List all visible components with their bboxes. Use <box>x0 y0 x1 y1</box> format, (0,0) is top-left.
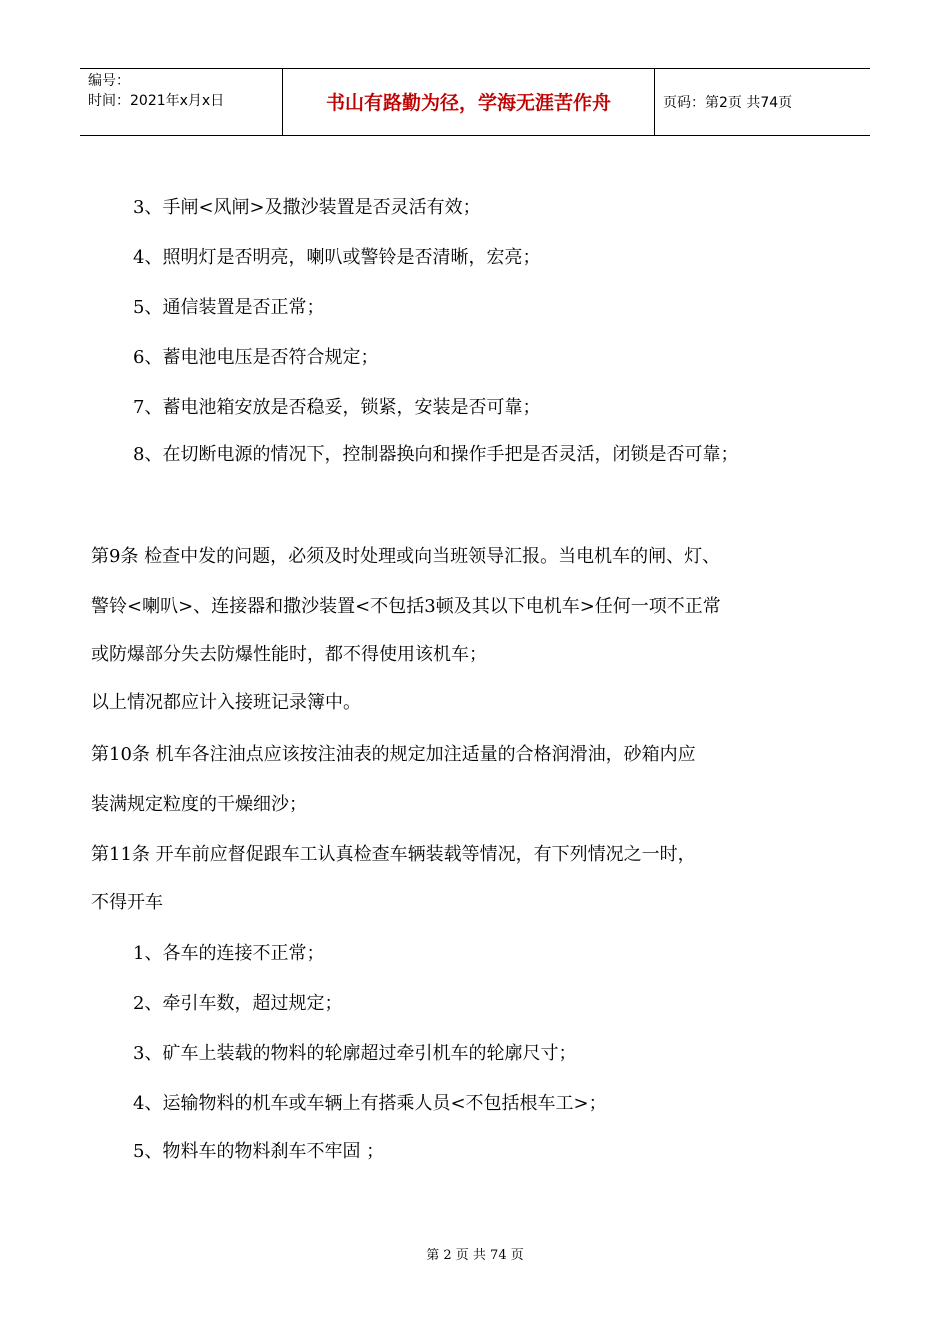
text-line: 装满规定粒度的干燥细沙； <box>91 794 307 815</box>
text-line: 3、手闸<风闸>及撒沙装置是否灵活有效； <box>133 197 481 218</box>
header-info-cell <box>80 69 283 135</box>
text-line: 第9条 检查中发的问题，必须及时处理或向当班领导汇报。当电机车的闸、灯、 <box>91 546 721 567</box>
text-line: 以上情况都应计入接班记录簿中。 <box>91 692 361 713</box>
text-line: 5、通信装置是否正常； <box>133 297 325 318</box>
text-line: 7、蓄电池箱安放是否稳妥，锁紧，安装是否可靠； <box>133 397 541 418</box>
text-line: 3、矿车上装载的物料的轮廓超过牵引机车的轮廓尺寸； <box>133 1043 577 1064</box>
header-page-info: 页码：第2页 共74页 <box>663 95 793 111</box>
text-line: 6、蓄电池电压是否符合规定； <box>133 347 379 368</box>
text-line: 不得开车 <box>91 892 163 913</box>
text-line: 第10条 机车各注油点应该按注油表的规定加注适量的合格润滑油，砂箱内应 <box>91 744 696 765</box>
doc-number-label: 编号： <box>88 73 130 89</box>
header-motto: 书山有路勤为径，学海无涯苦作舟 <box>283 69 655 135</box>
text-line: 4、照明灯是否明亮，喇叭或警铃是否清晰，宏亮； <box>133 247 541 268</box>
text-line: 2、牵引车数，超过规定； <box>133 993 343 1014</box>
doc-time-label: 时间：2021年x月x日 <box>88 93 225 109</box>
text-line: 4、运输物料的机车或车辆上有搭乘人员<不包括根车工>； <box>133 1093 607 1114</box>
page-footer: 第 2 页 共 74 页 <box>426 1248 524 1263</box>
page-header <box>80 68 870 136</box>
text-line: 或防爆部分失去防爆性能时，都不得使用该机车； <box>91 644 487 665</box>
text-line: 1、各车的连接不正常； <box>133 943 325 964</box>
text-line: 第11条 开车前应督促跟车工认真检查车辆装载等情况，有下列情况之一时， <box>91 844 696 865</box>
text-line: 8、在切断电源的情况下，控制器换向和操作手把是否灵活，闭锁是否可靠； <box>133 444 739 465</box>
text-line: 警铃<喇叭>、连接器和撒沙装置<不包括3顿及其以下电机车>任何一项不正常 <box>91 596 721 617</box>
text-line: 5、物料车的物料刹车不牢固 ； <box>133 1141 385 1162</box>
